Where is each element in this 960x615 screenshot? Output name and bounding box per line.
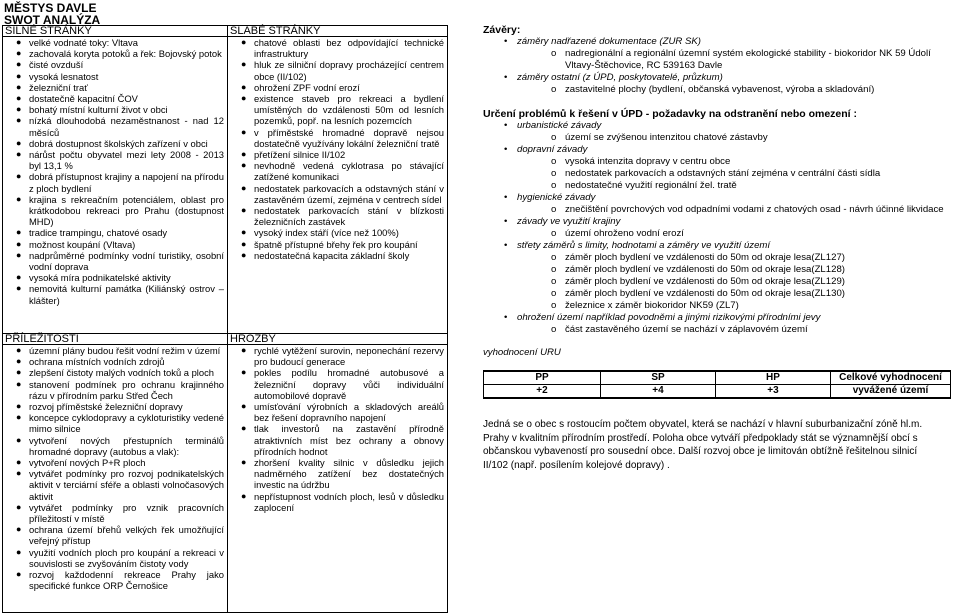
sub-list-item-text: část zastavěného území se nachází v záplavovém území xyxy=(565,324,808,335)
sub-list-item-text: nedostatečné využití regionální žel. tratě xyxy=(565,180,737,191)
circle-bullet-icon: o xyxy=(551,252,557,263)
swot-item-text: koncepce cyklodopravy a cykloturistiky vedené mimo silnice xyxy=(29,412,224,435)
swot-item-text: nárůst počtu obyvatel mezi lety 2008 - 2013 byl 13,1 % xyxy=(29,149,224,172)
swot-item xyxy=(228,491,447,513)
eval-value-pp: +2 xyxy=(484,385,601,399)
swot-item-text: vysoký index stáří (více než 100%) xyxy=(254,227,399,239)
swot-item xyxy=(3,345,227,356)
bullet-icon: ● xyxy=(241,93,247,104)
list-item xyxy=(483,72,957,96)
bullet-icon: ● xyxy=(16,356,22,367)
circle-bullet-icon: o xyxy=(551,324,557,335)
sub-list-item-text: území ohroženo vodní erozí xyxy=(565,228,684,239)
bullet-icon: ● xyxy=(16,249,22,260)
conclusions-heading: Závěry: xyxy=(483,24,521,36)
sub-list-item xyxy=(517,180,957,192)
sub-list xyxy=(517,228,957,240)
swot-item-text: možnost koupání (Vltava) xyxy=(29,238,136,250)
bullet-icon: • xyxy=(504,192,508,203)
bullet-icon: ● xyxy=(16,115,22,126)
swot-item xyxy=(228,183,447,205)
sub-list-item xyxy=(517,276,957,288)
bullet-icon: ● xyxy=(16,272,22,283)
sub-list-item-text: železnice x záměr biokoridor NK59 (ZL7) xyxy=(565,300,739,311)
swot-item xyxy=(3,547,227,569)
swot-item xyxy=(228,367,447,401)
sub-list-item-text: záměr ploch bydlení ve vzdálenosti do 50m od okraje lesa(ZL127) xyxy=(565,252,845,263)
swot-item xyxy=(228,401,447,423)
circle-bullet-icon: o xyxy=(551,228,557,239)
swot-item-text: bohatý místní kulturní život v obci xyxy=(29,104,168,116)
bullet-icon: ● xyxy=(16,468,22,479)
bullet-icon: ● xyxy=(16,171,22,182)
swot-item xyxy=(3,93,227,104)
sub-list-item xyxy=(517,132,957,144)
sub-list xyxy=(517,324,957,336)
swot-item xyxy=(228,345,447,367)
swot-item-text: rozvoj každodenní rekreace Prahy jako specifické funkce ORP Černošice xyxy=(29,569,224,592)
bullet-icon: ● xyxy=(241,490,247,501)
bullet-icon: ● xyxy=(241,227,247,238)
sub-list-item xyxy=(517,156,957,168)
sub-list-item xyxy=(517,204,957,216)
swot-item xyxy=(228,160,447,182)
swot-item-text: železniční trať xyxy=(29,81,88,93)
swot-item xyxy=(228,227,447,238)
swot-item-text: stanovení podmínek pro ochranu krajinného rázu v přírodním parku Střed Čech xyxy=(29,378,224,401)
bullet-icon: ● xyxy=(16,412,22,423)
swot-item xyxy=(3,48,227,59)
swot-item-text: dostatečně kapacitní ČOV xyxy=(29,93,138,105)
bullet-icon: ● xyxy=(241,182,247,193)
bullet-icon: ● xyxy=(16,59,22,70)
swot-item-text: ochrana území břehů velkých řek umožňující veřejný přístup xyxy=(29,524,224,547)
sub-list-item-text: nedostatek parkovacích a odstavných stání zejména v centrální části sídla xyxy=(565,168,881,179)
bullet-icon: ● xyxy=(16,93,22,104)
bullet-icon: ● xyxy=(16,137,22,148)
swot-item xyxy=(3,239,227,250)
swot-item-text: čisté ovzduší xyxy=(29,59,84,71)
bullet-icon: • xyxy=(504,312,508,323)
bullet-icon: ● xyxy=(241,160,247,171)
list-item xyxy=(483,216,957,240)
bullet-icon: ● xyxy=(241,205,247,216)
bullet-icon: ● xyxy=(16,367,22,378)
bullet-icon: ● xyxy=(241,238,247,249)
bullet-icon: ● xyxy=(16,501,22,512)
sub-list-item xyxy=(517,228,957,240)
swot-item xyxy=(3,115,227,137)
swot-item-text: špatně přístupné břehy řek pro koupání xyxy=(254,238,418,250)
swot-item-text: zachovalá koryta potoků a řek: Bojovský potok xyxy=(29,48,222,60)
evaluation-label: vyhodnocení URU xyxy=(483,347,561,358)
circle-bullet-icon: o xyxy=(551,300,557,311)
swot-item-text: vysoká míra podnikatelské aktivity xyxy=(29,272,171,284)
opportunities-heading: PŘÍLEŽITOSTI xyxy=(3,334,228,345)
bullet-icon: ● xyxy=(16,227,22,238)
bullet-icon: • xyxy=(504,120,508,131)
circle-bullet-icon: o xyxy=(551,276,557,287)
sub-list-item-text: vysoká intenzita dopravy v centru obce xyxy=(565,156,731,167)
list-item-text: střety záměrů s limity, hodnotami a záměry ve využití území xyxy=(517,240,771,251)
swot-item xyxy=(3,468,227,502)
swot-item xyxy=(3,379,227,401)
bullet-icon: • xyxy=(504,72,508,83)
list-item-text: závady ve využití krajiny xyxy=(517,216,621,227)
swot-item xyxy=(228,457,447,491)
strengths-list xyxy=(3,37,227,306)
bullet-icon: ● xyxy=(16,104,22,115)
swot-item-text: ochrana místních vodních zdrojů xyxy=(29,356,165,368)
list-item-text: záměry ostatní (z ÚPD, poskytovatelé, průzkum) xyxy=(517,72,723,83)
swot-item xyxy=(228,205,447,227)
evaluation-table xyxy=(483,370,951,399)
swot-item-text: nevhodně vedená cyklotrasa po stávající zatížené komunikaci xyxy=(254,160,444,183)
list-item-text: urbanistické závady xyxy=(517,120,602,131)
sub-list-item-text: nadregionální a regionální územní systém ekologické stability - biokoridor NK 59 Údolí Vltavy-Štěchovice, RC 539163 Davle xyxy=(565,48,931,71)
swot-item-text: nedostatečná kapacita základní školy xyxy=(254,249,410,261)
swot-item xyxy=(3,435,227,457)
swot-item xyxy=(3,227,227,238)
swot-item xyxy=(3,524,227,546)
bullet-icon: ● xyxy=(16,378,22,389)
conclusions-list xyxy=(483,36,957,96)
sub-list-item xyxy=(517,288,957,300)
swot-item xyxy=(228,127,447,149)
swot-item xyxy=(3,283,227,305)
bullet-icon: ● xyxy=(241,126,247,137)
sub-list-item xyxy=(517,84,957,96)
swot-item-text: tlak investorů na zastavění přírodně atraktivních míst bez ochrany a obnovy přírodních hodnot xyxy=(254,423,444,457)
problems-heading: Určení problémů k řešení v ÚPD - požadavky na odstranění nebo omezení : xyxy=(483,108,858,120)
list-item-text: dopravní závady xyxy=(517,144,588,155)
swot-item-text: nedostatek parkovacích a odstavných stání v zastavěném území, zejména v centrech sídel xyxy=(254,182,444,205)
list-item xyxy=(483,36,957,72)
swot-item xyxy=(3,401,227,412)
bullet-icon: ● xyxy=(241,401,247,412)
list-item xyxy=(483,192,957,216)
sub-list-item-text: záměr ploch bydlení ve vzdálenosti do 50m od okraje lesa(ZL128) xyxy=(565,264,845,275)
summary-paragraph: Jedná se o obec s rostoucím počtem obyvatel, která se nachází v hlavní suburbanizační zóně hl.m. Prahy v kvalitním přírodním prostředí. Poloha obce vytváří předpoklady stát se významnější obcí s občanskou vybaveností pro sousední obce. Další rozvoj obce je limitován obtížně řešitelnou silnicí II/102 (např. posílením kolejové dopravy) . xyxy=(483,419,923,471)
swot-item xyxy=(3,250,227,272)
swot-item-text: existence staveb pro rekreaci a bydlení umístěných do vzdálenosti 50m od lesních pozemků, popř. na lesních pozemcích xyxy=(254,93,444,127)
bullet-icon: ● xyxy=(16,524,22,535)
swot-item xyxy=(3,412,227,434)
circle-bullet-icon: o xyxy=(551,132,557,143)
eval-value-hp: +3 xyxy=(716,385,831,399)
list-item xyxy=(483,144,957,192)
swot-item-text: ohrožení ZPF vodní erozí xyxy=(254,81,360,93)
swot-item xyxy=(3,149,227,171)
sub-list-item-text: území se zvýšenou intenzitou chatové zástavby xyxy=(565,132,768,143)
swot-item-text: nepřístupnost vodních ploch, lesů v důsledku zaplocení xyxy=(254,490,444,513)
sub-list xyxy=(517,252,957,312)
sub-list xyxy=(517,48,957,72)
list-item-text: hygienické závady xyxy=(517,192,596,203)
swot-item-text: krajina s rekreačním potenciálem, oblast pro krátkodobou rekreaci pro Prahu (dostupnost MHD) xyxy=(29,193,224,228)
bullet-icon: • xyxy=(504,36,508,47)
sub-list-item-text: znečištění povrchových vod odpadními vodami z chatových osad - návrh účinné likvidace xyxy=(565,204,944,215)
sub-list-item xyxy=(517,300,957,312)
swot-item-text: územní plány budou řešit vodní režim v území xyxy=(29,345,221,356)
list-item-text: ohrožení území například povodněmi a jinými rizikovými přírodními jevy xyxy=(517,312,821,323)
bullet-icon: ● xyxy=(16,345,22,355)
swot-item xyxy=(3,59,227,70)
swot-item-text: vytvářet podmínky pro vznik pracovních příležitostí v místě xyxy=(29,501,224,525)
swot-item xyxy=(3,71,227,82)
sub-list-item xyxy=(517,48,957,72)
swot-item-text: pokles podílu hromadné autobusové a železniční dopravy vůči individuální automobilové dopravě xyxy=(254,367,444,401)
conclusions-section xyxy=(483,24,957,96)
circle-bullet-icon: o xyxy=(551,156,557,167)
swot-item-text: velké vodnaté toky: Vltava xyxy=(29,37,138,48)
sub-list xyxy=(517,156,957,192)
bullet-icon: ● xyxy=(241,345,247,355)
strengths-cell xyxy=(3,37,228,334)
document-title: MĚSTYS DAVLE xyxy=(4,1,97,15)
swot-item-text: dobrá dostupnost školských zařízení v obci xyxy=(29,137,208,149)
bullet-icon: ● xyxy=(16,569,22,580)
bullet-icon: ● xyxy=(16,81,22,92)
swot-item-text: vytvářet podmínky pro rozvoj podnikatelských aktivit v terciární sféře a oblasti volnočasových aktivit xyxy=(29,468,224,502)
swot-item-text: zlepšení čistoty malých vodních toků a ploch xyxy=(29,367,214,379)
swot-item-text: chatové oblasti bez odpovídající technické infrastruktury xyxy=(254,37,444,60)
circle-bullet-icon: o xyxy=(551,288,557,299)
problems-list xyxy=(483,120,957,336)
bullet-icon: • xyxy=(504,144,508,155)
swot-item xyxy=(3,194,227,228)
bullet-icon: • xyxy=(504,216,508,227)
swot-item xyxy=(3,138,227,149)
list-item xyxy=(483,240,957,312)
sub-list xyxy=(517,204,957,216)
circle-bullet-icon: o xyxy=(551,180,557,191)
swot-item-text: nemovitá kulturní památka (Kiliánský ostrov – klášter) xyxy=(29,283,224,306)
circle-bullet-icon: o xyxy=(551,204,557,215)
sub-list-item xyxy=(517,168,957,180)
swot-item-text: nízká dlouhodobá nezaměstnanost - nad 12 měsíců xyxy=(29,115,224,138)
sub-list-item-text: zastavitelné plochy (bydlení, občanská vybavenost, výroba a skladování) xyxy=(565,84,875,95)
weaknesses-cell xyxy=(228,37,448,334)
bullet-icon: ● xyxy=(16,434,22,445)
bullet-icon: ● xyxy=(241,149,247,160)
document-subtitle: SWOT ANALÝZA xyxy=(4,13,101,27)
swot-item xyxy=(3,356,227,367)
swot-item xyxy=(3,37,227,48)
swot-item-text: hluk ze silniční dopravy procházející centrem obce (II/102) xyxy=(254,59,444,82)
swot-item xyxy=(228,239,447,250)
eval-value-sp: +4 xyxy=(601,385,716,399)
bullet-icon: ● xyxy=(241,249,247,260)
eval-header-hp: HP xyxy=(716,371,831,385)
sub-list-item-text: záměr ploch bydlení ve vzdálenosti do 50m od okraje lesa(ZL130) xyxy=(565,288,845,299)
swot-table xyxy=(2,25,448,613)
strengths-heading: SILNÉ STRÁNKY xyxy=(3,26,228,37)
eval-header-pp: PP xyxy=(484,371,601,385)
swot-item xyxy=(228,149,447,160)
swot-item-text: vysoká lesnatost xyxy=(29,70,99,82)
swot-item xyxy=(3,104,227,115)
swot-item-text: nedostatek parkovacích stání v blízkosti železničních zastávek xyxy=(254,205,444,228)
opportunities-cell xyxy=(3,345,228,613)
sub-list-item xyxy=(517,324,957,336)
swot-item xyxy=(3,502,227,524)
bullet-icon: ● xyxy=(16,193,22,204)
circle-bullet-icon: o xyxy=(551,264,557,275)
bullet-icon: ● xyxy=(16,37,22,47)
swot-item xyxy=(3,569,227,591)
threats-heading: HROZBY xyxy=(228,334,448,345)
swot-item-text: tradice trampingu, chatové osady xyxy=(29,227,168,239)
bullet-icon: ● xyxy=(241,59,247,70)
swot-item xyxy=(3,272,227,283)
swot-item-text: rozvoj příměstské železniční dopravy xyxy=(29,401,183,413)
bullet-icon: ● xyxy=(16,70,22,81)
bullet-icon: ● xyxy=(241,367,247,378)
swot-item-text: vytvoření nových P+R ploch xyxy=(29,457,146,469)
bullet-icon: ● xyxy=(16,238,22,249)
bullet-icon: ● xyxy=(16,401,22,412)
opportunities-list xyxy=(3,345,227,591)
problems-section xyxy=(483,108,957,336)
bullet-icon: ● xyxy=(241,81,247,92)
sub-list xyxy=(517,132,957,144)
sub-list xyxy=(517,84,957,96)
sub-list-item-text: záměr ploch bydlení ve vzdálenosti do 50m od okraje lesa(ZL129) xyxy=(565,276,845,287)
swot-item xyxy=(228,250,447,261)
swot-item-text: dobrá přístupnost krajiny a napojení na přírodu z ploch bydlení xyxy=(29,171,224,194)
eval-header-total: Celkové vyhodnocení xyxy=(831,371,951,385)
bullet-icon: ● xyxy=(241,423,247,434)
threats-cell xyxy=(228,345,448,613)
sub-list-item xyxy=(517,252,957,264)
bullet-icon: ● xyxy=(16,283,22,294)
list-item-text: záměry nadřazené dokumentace (ZUR SK) xyxy=(517,36,701,47)
list-item xyxy=(483,120,957,144)
swot-item xyxy=(228,423,447,457)
swot-item-text: zhoršení kvality silnic v důsledku jejich nadměrného zatížení bez dostatečných investic na údržbu xyxy=(254,457,444,491)
bullet-icon: ● xyxy=(241,37,247,47)
swot-item-text: využití vodních ploch pro koupání a rekreaci v souvislosti se zvyšováním čistoty vody xyxy=(29,546,224,569)
swot-item-text: rychlé vytěžení surovin, neponechání rezervy pro budoucí generace xyxy=(254,345,444,368)
swot-item xyxy=(3,367,227,378)
swot-item-text: v příměstské hromadné dopravě nejsou dostatečně využívány lokální železniční tratě xyxy=(254,126,444,149)
bullet-icon: ● xyxy=(16,48,22,59)
circle-bullet-icon: o xyxy=(551,168,557,179)
swot-item xyxy=(228,93,447,127)
sub-list-item xyxy=(517,264,957,276)
swot-item xyxy=(228,37,447,59)
weaknesses-heading: SLABÉ STRÁNKY xyxy=(228,26,448,37)
threats-list xyxy=(228,345,447,513)
eval-header-sp: SP xyxy=(601,371,716,385)
bullet-icon: ● xyxy=(16,546,22,557)
swot-item-text: přetížení silnice II/102 xyxy=(254,149,346,161)
bullet-icon: ● xyxy=(241,457,247,468)
weaknesses-list xyxy=(228,37,447,261)
swot-item xyxy=(3,457,227,468)
circle-bullet-icon: o xyxy=(551,48,557,59)
swot-item xyxy=(3,82,227,93)
bullet-icon: • xyxy=(504,240,508,251)
bullet-icon: ● xyxy=(16,149,22,160)
list-item xyxy=(483,312,957,336)
swot-item-text: vytvoření nových přestupních terminálů hromadné dopravy (autobus a vlak): xyxy=(29,434,224,457)
eval-value-total: vyvážené území xyxy=(831,385,951,399)
bullet-icon: ● xyxy=(16,457,22,468)
swot-item-text: nadprůměrné podmínky vodní turistiky, osobní vodní doprava xyxy=(29,249,224,273)
swot-item xyxy=(3,171,227,193)
swot-item xyxy=(228,82,447,93)
swot-item xyxy=(228,59,447,81)
swot-item-text: umísťování výrobních a skladových areálů bez řešení dopravního napojení xyxy=(254,401,444,424)
circle-bullet-icon: o xyxy=(551,84,557,95)
